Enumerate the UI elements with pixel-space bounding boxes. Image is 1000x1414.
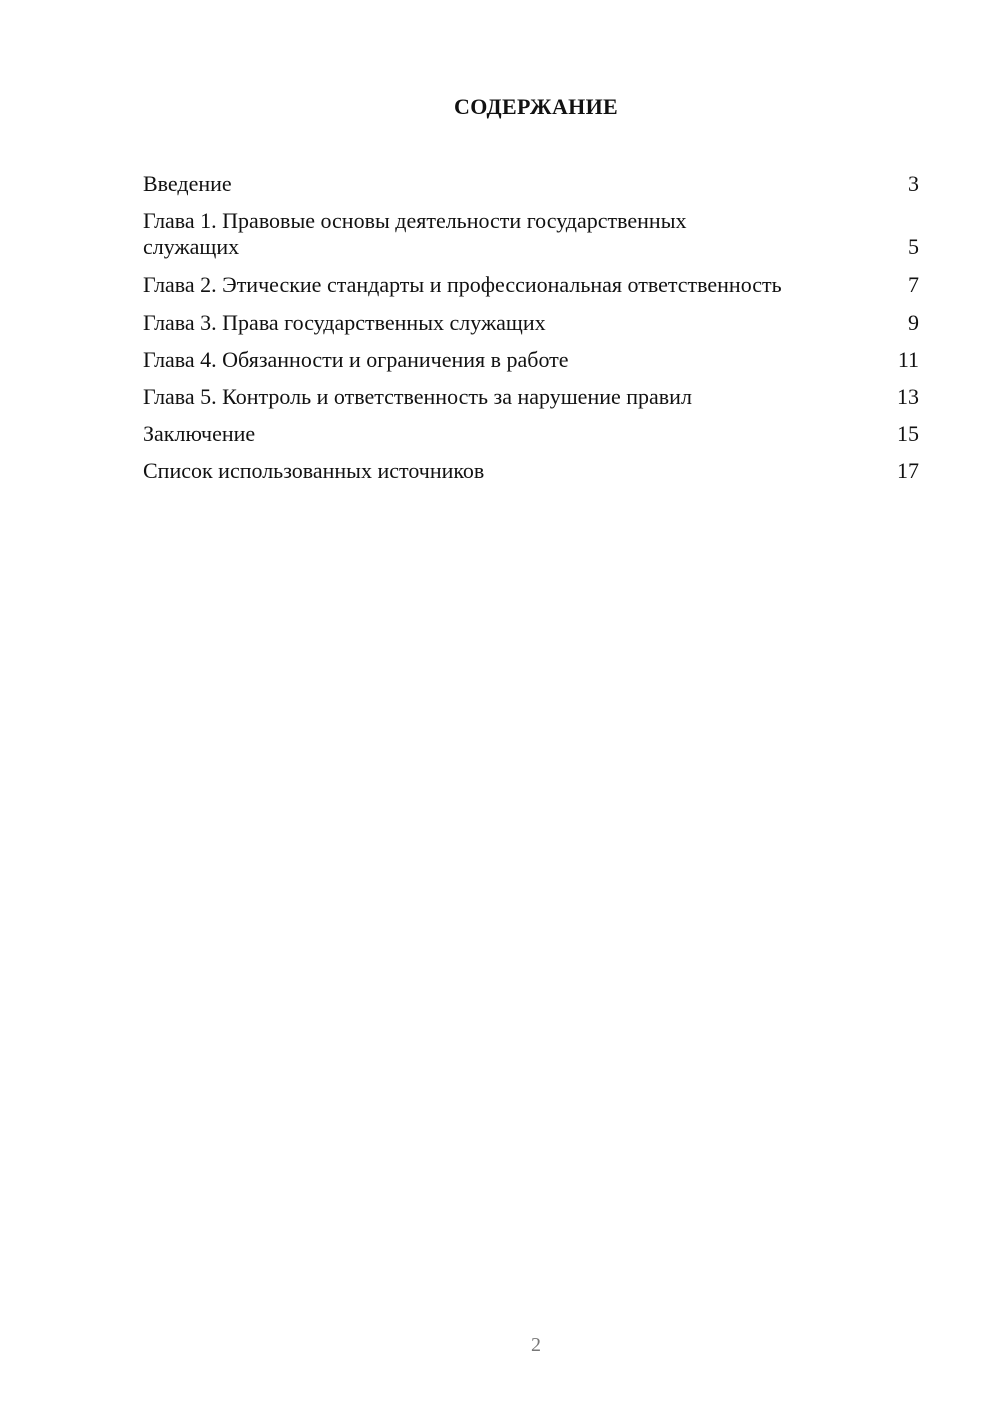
toc-entry-page: 5 — [908, 234, 919, 259]
toc-entry-text: Глава 2. Этические стандарты и профессиональная ответственность — [143, 272, 782, 297]
toc-entry-text: Глава 1. Правовые основы деятельности государственных служащих — [143, 208, 687, 259]
toc-entry — [143, 208, 919, 260]
toc-entry-page: 3 — [908, 171, 919, 196]
toc-entry-page: 17 — [897, 458, 919, 483]
toc-entry-text: Список использованных источников — [143, 458, 485, 483]
toc-entry-page: 15 — [897, 421, 919, 446]
toc-entry-text: Заключение — [143, 421, 256, 446]
toc-entry-page: 7 — [908, 272, 919, 297]
table-of-contents — [143, 171, 919, 495]
toc-entry-page: 11 — [897, 347, 919, 372]
toc-entry-page: 13 — [897, 384, 919, 409]
page-title: СОДЕРЖАНИЕ — [454, 94, 618, 119]
toc-entry-page: 9 — [908, 310, 919, 335]
toc-entry — [143, 458, 919, 484]
page-number: 2 — [531, 1334, 541, 1356]
toc-entry — [143, 272, 919, 298]
toc-entry — [143, 421, 919, 447]
toc-entry-text: Глава 4. Обязанности и ограничения в работе — [143, 347, 569, 372]
toc-entry — [143, 310, 919, 336]
toc-entry-text: Глава 3. Права государственных служащих — [143, 310, 546, 335]
toc-entry — [143, 171, 919, 197]
toc-entry — [143, 384, 919, 410]
toc-entry-text: Введение — [143, 171, 232, 196]
toc-entry — [143, 347, 919, 373]
toc-entry-text: Глава 5. Контроль и ответственность за нарушение правил — [143, 384, 692, 409]
